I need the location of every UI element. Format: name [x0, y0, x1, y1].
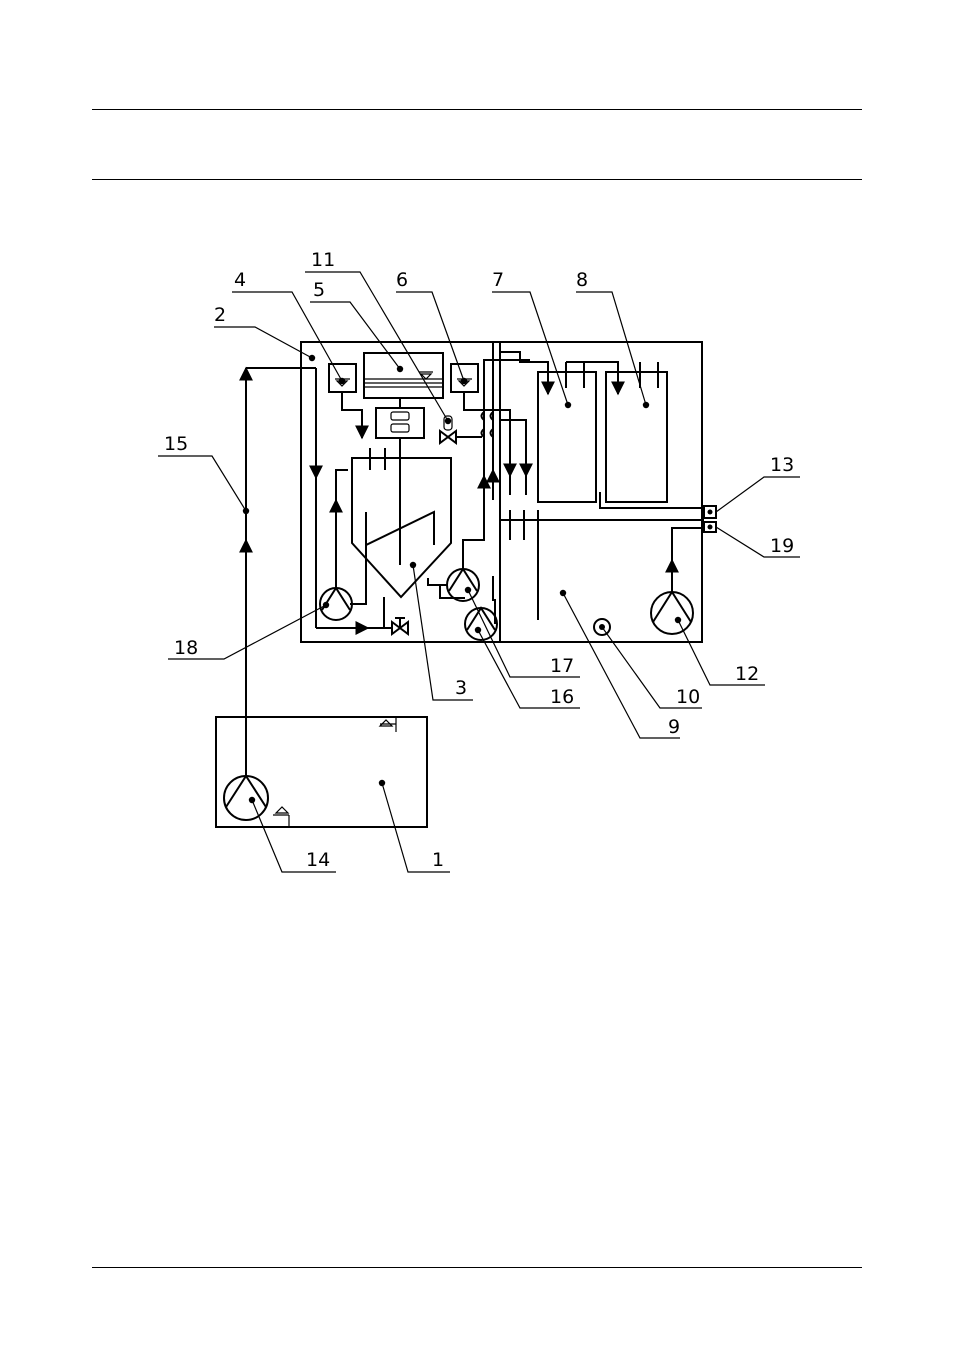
- callout-6: 6: [396, 269, 409, 291]
- callout-17: 17: [550, 655, 575, 677]
- cabinet-frame: [301, 342, 702, 642]
- unit-5: [364, 353, 443, 398]
- callout-4: 4: [234, 269, 247, 291]
- callout-13: 13: [770, 454, 795, 476]
- drain-valve: [392, 618, 408, 634]
- callout-18: 18: [174, 637, 199, 659]
- pump-14: [224, 776, 268, 820]
- level-mark-lower: [273, 815, 289, 827]
- callout-11: 11: [311, 249, 336, 271]
- callout-7: 7: [492, 269, 505, 291]
- level-triangle-lower: [276, 807, 288, 813]
- callout-5: 5: [313, 279, 326, 301]
- callout-12: 12: [735, 663, 760, 685]
- callout-19: 19: [770, 535, 795, 557]
- level-triangle-upper: [380, 720, 392, 726]
- pump-17: [447, 569, 479, 601]
- callout-9: 9: [668, 716, 681, 738]
- level-mark-upper: [380, 718, 396, 732]
- callout-15: 15: [164, 433, 189, 455]
- callout-14: 14: [306, 849, 331, 871]
- tank-7: [538, 372, 596, 502]
- pump-12: [651, 592, 693, 634]
- tank-8: [606, 372, 667, 502]
- storage-tank: [216, 717, 427, 827]
- leader-dots: [249, 355, 681, 803]
- callout-1: 1: [432, 849, 445, 871]
- callout-10: 10: [676, 686, 701, 708]
- callout-16: 16: [550, 686, 575, 708]
- callout-2: 2: [214, 304, 227, 326]
- callout-8: 8: [576, 269, 589, 291]
- leader-lines: [158, 272, 800, 872]
- callout-3: 3: [455, 677, 468, 699]
